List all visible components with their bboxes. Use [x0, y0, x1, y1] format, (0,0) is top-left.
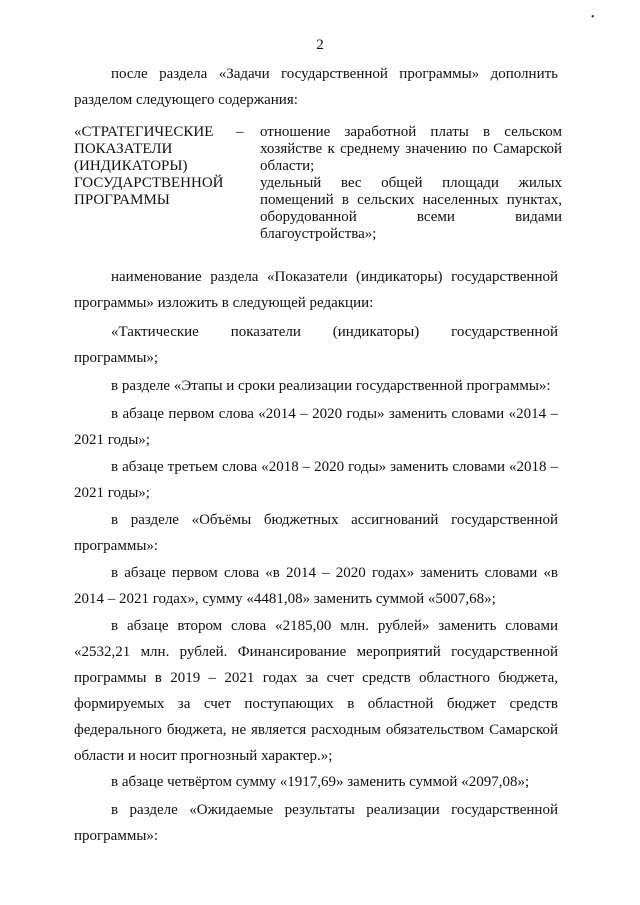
body-paragraph: в разделе «Объёмы бюджетных ассигнований государственной программы»: [74, 512, 558, 554]
body-paragraph: наименование раздела «Показатели (индикаторы) государственной программы» изложить в следующей редакции: [74, 269, 558, 311]
body-paragraph: в абзаце третьем слова «2018 – 2020 годы» заменить словами «2018 – 2021 годы»; [74, 459, 558, 501]
body-paragraph: в разделе «Этапы и сроки реализации государственной программы»: [111, 378, 551, 394]
insert-right-line: помещений в сельских населенных пунктах, [260, 192, 562, 208]
insert-right-line: оборудованной всеми видами [260, 209, 562, 225]
insert-left-line: (ИНДИКАТОРЫ) [74, 158, 188, 174]
insert-right-line: удельный вес общей площади жилых [260, 175, 562, 191]
insert-right-line: отношение заработной платы в сельском [260, 124, 562, 140]
body-paragraph: «Тактические показатели (индикаторы) государственной программы»; [74, 324, 558, 366]
stray-mark: • [591, 12, 595, 23]
intro-paragraph: после раздела «Задачи государственной программы» дополнить разделом следующего содержания: [74, 66, 558, 108]
insert-left-line: ГОСУДАРСТВЕННОЙ [74, 175, 224, 191]
insert-left-line: ПРОГРАММЫ [74, 192, 170, 208]
insert-right-line: области; [260, 158, 315, 174]
insert-right-line: хозяйстве к среднему значению по Самарской [260, 141, 562, 157]
body-paragraph: в абзаце втором слова «2185,00 млн. рублей» заменить словами «2532,21 млн. рублей. Финансирование мероприятий государственной программы в 2019 – 2021 годах за счет средств областного бюджета, формируемых за счет поступающих в областной бюджет средств федерального бюджета, не является расходным обязательством Самарской области и носит прогнозный характер.»; [74, 618, 558, 764]
body-paragraph: в разделе «Ожидаемые результаты реализации государственной программы»: [74, 802, 558, 844]
insert-left-line: ПОКАЗАТЕЛИ [74, 141, 173, 157]
insert-dash: – [236, 124, 244, 140]
insert-right-line: благоустройства»; [260, 226, 377, 242]
body-paragraph: в абзаце четвёртом сумму «1917,69» заменить суммой «2097,08»; [111, 774, 530, 790]
page-number: 2 [316, 37, 324, 53]
body-paragraph: в абзаце первом слова «в 2014 – 2020 годах» заменить словами «в 2014 – 2021 годах», сумму «4481,08» заменить суммой «5007,68»; [74, 565, 558, 607]
insert-left-line: «СТРАТЕГИЧЕСКИЕ [74, 124, 214, 140]
body-paragraph: в абзаце первом слова «2014 – 2020 годы» заменить словами «2014 – 2021 годы»; [74, 406, 558, 448]
